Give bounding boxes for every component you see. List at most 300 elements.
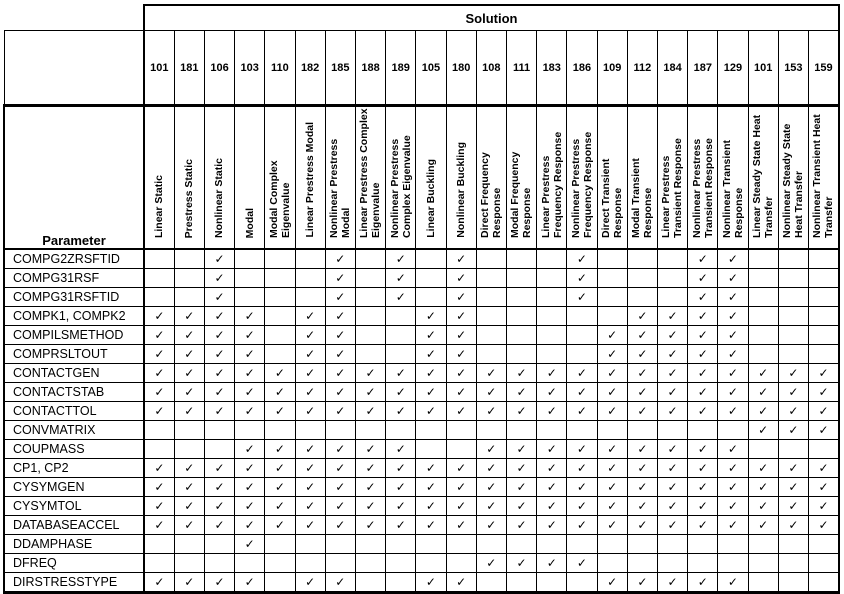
check-cell-checked — [506, 364, 536, 383]
check-icon: ✓ — [667, 366, 678, 380]
check-cell-checked — [144, 383, 174, 402]
check-cell-checked — [265, 364, 295, 383]
check-cell-empty — [476, 269, 506, 288]
check-cell-checked — [627, 497, 657, 516]
check-cell-checked — [235, 459, 265, 478]
check-cell-empty — [355, 345, 385, 364]
check-cell-empty — [506, 249, 536, 269]
check-cell-empty — [657, 249, 687, 269]
check-cell-checked — [718, 497, 748, 516]
solution-label: Direct Transient Response — [597, 106, 627, 250]
check-icon: ✓ — [184, 499, 195, 513]
check-cell-empty — [567, 307, 597, 326]
solution-label: Modal Complex Eigenvalue — [265, 106, 295, 250]
check-cell-checked — [597, 364, 627, 383]
check-cell-checked — [235, 478, 265, 497]
check-cell-checked — [174, 497, 204, 516]
check-cell-checked — [718, 249, 748, 269]
check-cell-empty — [446, 440, 476, 459]
check-cell-checked — [235, 402, 265, 421]
check-cell-checked — [416, 364, 446, 383]
check-icon: ✓ — [395, 499, 406, 513]
check-icon: ✓ — [395, 271, 406, 285]
check-cell-checked — [144, 459, 174, 478]
solution-code-111: 111 — [506, 31, 536, 106]
check-cell-empty — [627, 421, 657, 440]
check-icon: ✓ — [244, 366, 255, 380]
check-icon: ✓ — [335, 442, 346, 456]
check-cell-checked — [506, 402, 536, 421]
check-icon: ✓ — [576, 385, 587, 399]
check-cell-checked — [476, 402, 506, 421]
check-cell-checked — [265, 383, 295, 402]
check-cell-checked — [476, 554, 506, 573]
check-cell-checked — [778, 383, 808, 402]
check-cell-checked — [718, 516, 748, 535]
check-icon: ✓ — [758, 404, 769, 418]
solution-label: Linear Prestress Frequency Response — [537, 106, 567, 250]
check-icon: ✓ — [818, 385, 829, 399]
check-icon: ✓ — [244, 499, 255, 513]
check-cell-checked — [204, 459, 234, 478]
check-cell-checked — [808, 402, 839, 421]
check-icon: ✓ — [697, 461, 708, 475]
check-cell-empty — [748, 573, 778, 593]
check-icon: ✓ — [305, 366, 316, 380]
check-cell-checked — [295, 345, 325, 364]
check-cell-empty — [265, 421, 295, 440]
solution-label: Nonlinear Prestress Frequency Response — [567, 106, 597, 250]
check-icon: ✓ — [637, 518, 648, 532]
check-cell-checked — [386, 364, 416, 383]
check-cell-empty — [537, 288, 567, 307]
check-cell-checked — [657, 307, 687, 326]
check-cell-empty — [597, 554, 627, 573]
check-cell-checked — [325, 326, 355, 345]
check-cell-empty — [537, 307, 567, 326]
check-cell-empty — [174, 269, 204, 288]
check-cell-empty — [325, 421, 355, 440]
check-cell-checked — [567, 440, 597, 459]
check-cell-checked — [204, 345, 234, 364]
check-cell-empty — [416, 288, 446, 307]
check-icon: ✓ — [244, 518, 255, 532]
check-cell-checked — [748, 402, 778, 421]
check-icon: ✓ — [456, 366, 467, 380]
check-icon: ✓ — [335, 518, 346, 532]
check-icon: ✓ — [335, 347, 346, 361]
check-cell-empty — [748, 345, 778, 364]
check-cell-checked — [355, 478, 385, 497]
check-cell-empty — [355, 288, 385, 307]
check-icon: ✓ — [425, 480, 436, 494]
check-icon: ✓ — [607, 328, 618, 342]
check-cell-checked — [506, 478, 536, 497]
check-icon: ✓ — [516, 480, 527, 494]
check-icon: ✓ — [365, 442, 376, 456]
check-icon: ✓ — [637, 385, 648, 399]
table-row — [4, 402, 839, 421]
check-icon: ✓ — [697, 575, 708, 589]
check-icon: ✓ — [274, 499, 285, 513]
check-icon: ✓ — [335, 328, 346, 342]
check-cell-checked — [204, 364, 234, 383]
check-cell-checked — [446, 459, 476, 478]
check-cell-empty — [386, 535, 416, 554]
check-icon: ✓ — [214, 271, 225, 285]
check-cell-checked — [778, 478, 808, 497]
check-cell-checked — [446, 573, 476, 593]
check-cell-empty — [235, 554, 265, 573]
check-icon: ✓ — [697, 518, 708, 532]
check-cell-checked — [355, 440, 385, 459]
check-cell-checked — [657, 383, 687, 402]
check-icon: ✓ — [486, 518, 497, 532]
solution-label: Nonlinear Static — [204, 106, 234, 250]
check-icon: ✓ — [274, 461, 285, 475]
check-cell-empty — [204, 440, 234, 459]
check-icon: ✓ — [758, 366, 769, 380]
check-cell-checked — [204, 497, 234, 516]
check-cell-checked — [657, 326, 687, 345]
check-cell-checked — [688, 440, 718, 459]
check-cell-empty — [295, 421, 325, 440]
check-icon: ✓ — [576, 518, 587, 532]
check-cell-empty — [567, 326, 597, 345]
check-icon: ✓ — [607, 575, 618, 589]
check-cell-empty — [265, 554, 295, 573]
check-cell-checked — [748, 497, 778, 516]
check-cell-empty — [537, 535, 567, 554]
check-icon: ✓ — [335, 461, 346, 475]
check-icon: ✓ — [486, 385, 497, 399]
check-cell-empty — [748, 554, 778, 573]
check-icon: ✓ — [576, 461, 587, 475]
check-icon: ✓ — [727, 328, 738, 342]
check-cell-checked — [204, 516, 234, 535]
check-icon: ✓ — [335, 480, 346, 494]
solution-code-186: 186 — [567, 31, 597, 106]
check-icon: ✓ — [607, 499, 618, 513]
solution-code-159: 159 — [808, 31, 839, 106]
parameter-name: DATABASEACCEL — [4, 516, 144, 535]
check-cell-checked — [144, 345, 174, 364]
check-icon: ✓ — [214, 252, 225, 266]
check-cell-checked — [718, 478, 748, 497]
check-icon: ✓ — [818, 423, 829, 437]
check-cell-checked — [597, 497, 627, 516]
check-cell-empty — [204, 421, 234, 440]
check-icon: ✓ — [214, 499, 225, 513]
solution-code-180: 180 — [446, 31, 476, 106]
check-cell-checked — [144, 478, 174, 497]
check-icon: ✓ — [516, 499, 527, 513]
check-cell-empty — [778, 345, 808, 364]
check-icon: ✓ — [697, 328, 708, 342]
check-cell-checked — [204, 326, 234, 345]
check-icon: ✓ — [456, 499, 467, 513]
check-cell-empty — [476, 535, 506, 554]
check-cell-empty — [265, 269, 295, 288]
check-cell-checked — [386, 402, 416, 421]
check-cell-checked — [506, 497, 536, 516]
check-cell-checked — [204, 402, 234, 421]
check-icon: ✓ — [395, 252, 406, 266]
check-icon: ✓ — [154, 309, 165, 323]
check-cell-checked — [386, 459, 416, 478]
check-icon: ✓ — [667, 575, 678, 589]
check-cell-checked — [537, 440, 567, 459]
solution-label: Nonlinear Prestress Modal — [325, 106, 355, 250]
check-cell-empty — [295, 535, 325, 554]
check-icon: ✓ — [214, 366, 225, 380]
check-icon: ✓ — [607, 404, 618, 418]
check-icon: ✓ — [516, 518, 527, 532]
check-icon: ✓ — [546, 461, 557, 475]
check-cell-empty — [174, 421, 204, 440]
check-cell-checked — [386, 288, 416, 307]
check-cell-empty — [567, 421, 597, 440]
check-cell-checked — [567, 497, 597, 516]
check-cell-checked — [718, 288, 748, 307]
check-icon: ✓ — [667, 461, 678, 475]
check-icon: ✓ — [244, 537, 255, 551]
check-cell-empty — [748, 535, 778, 554]
check-cell-checked — [265, 497, 295, 516]
check-cell-empty — [235, 288, 265, 307]
check-icon: ✓ — [607, 518, 618, 532]
check-icon: ✓ — [456, 309, 467, 323]
check-cell-checked — [718, 383, 748, 402]
solution-label: Nonlinear Prestress Transient Response — [688, 106, 718, 250]
solution-code-182: 182 — [295, 31, 325, 106]
check-icon: ✓ — [395, 385, 406, 399]
check-cell-empty — [265, 288, 295, 307]
check-cell-checked — [174, 307, 204, 326]
check-cell-checked — [446, 269, 476, 288]
check-cell-checked — [688, 249, 718, 269]
check-icon: ✓ — [456, 575, 467, 589]
check-cell-checked — [386, 497, 416, 516]
check-icon: ✓ — [607, 385, 618, 399]
check-cell-checked — [476, 497, 506, 516]
check-icon: ✓ — [154, 461, 165, 475]
check-icon: ✓ — [425, 499, 436, 513]
check-cell-empty — [778, 288, 808, 307]
solution-code-184: 184 — [657, 31, 687, 106]
check-icon: ✓ — [395, 442, 406, 456]
check-icon: ✓ — [727, 347, 738, 361]
check-icon: ✓ — [667, 480, 678, 494]
check-cell-checked — [204, 307, 234, 326]
table-row — [4, 364, 839, 383]
check-icon: ✓ — [697, 309, 708, 323]
check-cell-checked — [144, 326, 174, 345]
check-cell-checked — [235, 307, 265, 326]
check-cell-empty — [265, 535, 295, 554]
check-cell-checked — [627, 478, 657, 497]
check-cell-checked — [657, 497, 687, 516]
check-cell-empty — [295, 269, 325, 288]
check-cell-checked — [778, 421, 808, 440]
check-cell-checked — [295, 478, 325, 497]
check-icon: ✓ — [637, 499, 648, 513]
solution-code-106: 106 — [204, 31, 234, 106]
check-icon: ✓ — [788, 366, 799, 380]
check-cell-empty — [688, 535, 718, 554]
check-icon: ✓ — [214, 309, 225, 323]
check-icon: ✓ — [667, 347, 678, 361]
solution-code-185: 185 — [325, 31, 355, 106]
check-cell-empty — [537, 345, 567, 364]
parameter-name: CONVMATRIX — [4, 421, 144, 440]
solution-label: Linear Buckling — [416, 106, 446, 250]
check-cell-checked — [295, 364, 325, 383]
solution-label: Nonlinear Steady State Heat Transfer — [778, 106, 808, 250]
check-icon: ✓ — [305, 461, 316, 475]
check-cell-empty — [355, 269, 385, 288]
check-cell-empty — [144, 249, 174, 269]
check-icon: ✓ — [214, 575, 225, 589]
check-icon: ✓ — [788, 423, 799, 437]
check-cell-checked — [627, 364, 657, 383]
check-cell-checked — [295, 440, 325, 459]
check-cell-checked — [265, 516, 295, 535]
solution-label: Nonlinear Buckling — [446, 106, 476, 250]
table-row — [4, 421, 839, 440]
check-icon: ✓ — [395, 366, 406, 380]
solution-label: Linear Prestress Complex Eigenvalue — [355, 106, 385, 250]
check-cell-checked — [688, 497, 718, 516]
check-cell-checked — [657, 459, 687, 478]
solution-code-187: 187 — [688, 31, 718, 106]
check-cell-checked — [295, 573, 325, 593]
check-icon: ✓ — [697, 366, 708, 380]
check-icon: ✓ — [727, 499, 738, 513]
solution-code-189: 189 — [386, 31, 416, 106]
check-icon: ✓ — [154, 404, 165, 418]
check-icon: ✓ — [244, 385, 255, 399]
check-cell-checked — [688, 402, 718, 421]
solution-label: Linear Prestress Transient Response — [657, 106, 687, 250]
check-icon: ✓ — [788, 385, 799, 399]
check-cell-empty — [144, 421, 174, 440]
check-cell-empty — [597, 249, 627, 269]
table-row — [4, 478, 839, 497]
check-icon: ✓ — [425, 385, 436, 399]
check-cell-checked — [537, 478, 567, 497]
check-cell-empty — [386, 326, 416, 345]
check-cell-checked — [476, 516, 506, 535]
check-icon: ✓ — [456, 271, 467, 285]
check-cell-checked — [567, 288, 597, 307]
check-cell-empty — [295, 288, 325, 307]
check-cell-empty — [597, 421, 627, 440]
check-icon: ✓ — [365, 518, 376, 532]
parameter-name: COMPRSLTOUT — [4, 345, 144, 364]
check-cell-checked — [325, 402, 355, 421]
check-cell-empty — [567, 345, 597, 364]
check-cell-checked — [144, 364, 174, 383]
check-cell-empty — [627, 535, 657, 554]
check-cell-checked — [295, 402, 325, 421]
check-cell-checked — [537, 402, 567, 421]
check-icon: ✓ — [154, 366, 165, 380]
check-cell-checked — [506, 554, 536, 573]
check-icon: ✓ — [576, 442, 587, 456]
check-cell-empty — [174, 535, 204, 554]
check-cell-checked — [355, 383, 385, 402]
check-icon: ✓ — [184, 309, 195, 323]
check-cell-empty — [265, 307, 295, 326]
check-cell-checked — [808, 364, 839, 383]
check-cell-empty — [537, 269, 567, 288]
check-icon: ✓ — [244, 442, 255, 456]
check-cell-checked — [416, 478, 446, 497]
check-icon: ✓ — [576, 366, 587, 380]
check-cell-checked — [506, 459, 536, 478]
parameter-name: COUPMASS — [4, 440, 144, 459]
check-cell-checked — [748, 459, 778, 478]
check-icon: ✓ — [697, 347, 708, 361]
check-icon: ✓ — [456, 252, 467, 266]
check-cell-checked — [416, 402, 446, 421]
check-cell-checked — [476, 383, 506, 402]
check-cell-checked — [446, 383, 476, 402]
check-cell-checked — [567, 478, 597, 497]
check-icon: ✓ — [154, 385, 165, 399]
check-cell-empty — [748, 440, 778, 459]
check-cell-empty — [778, 440, 808, 459]
check-cell-empty — [355, 573, 385, 593]
check-icon: ✓ — [456, 461, 467, 475]
check-icon: ✓ — [486, 461, 497, 475]
check-icon: ✓ — [788, 404, 799, 418]
check-cell-empty — [446, 554, 476, 573]
check-cell-checked — [537, 497, 567, 516]
check-cell-checked — [295, 326, 325, 345]
check-cell-checked — [778, 459, 808, 478]
check-cell-checked — [688, 478, 718, 497]
check-cell-checked — [567, 383, 597, 402]
check-icon: ✓ — [818, 366, 829, 380]
solution-code-129: 129 — [718, 31, 748, 106]
check-cell-checked — [325, 497, 355, 516]
check-cell-empty — [748, 269, 778, 288]
check-icon: ✓ — [546, 385, 557, 399]
check-icon: ✓ — [576, 499, 587, 513]
check-cell-checked — [476, 440, 506, 459]
check-icon: ✓ — [637, 442, 648, 456]
check-cell-checked — [597, 478, 627, 497]
check-cell-checked — [688, 383, 718, 402]
check-cell-empty — [174, 288, 204, 307]
check-cell-checked — [627, 459, 657, 478]
table-row — [4, 440, 839, 459]
check-icon: ✓ — [727, 252, 738, 266]
check-cell-empty — [808, 288, 839, 307]
check-icon: ✓ — [335, 404, 346, 418]
check-cell-checked — [325, 307, 355, 326]
check-icon: ✓ — [546, 366, 557, 380]
solution-label: Nonlinear Transient Response — [718, 106, 748, 250]
check-cell-checked — [295, 459, 325, 478]
check-icon: ✓ — [546, 499, 557, 513]
check-cell-checked — [204, 269, 234, 288]
check-cell-empty — [355, 535, 385, 554]
solution-label: Nonlinear Transient Heat Transfer — [808, 106, 839, 250]
check-icon: ✓ — [727, 404, 738, 418]
